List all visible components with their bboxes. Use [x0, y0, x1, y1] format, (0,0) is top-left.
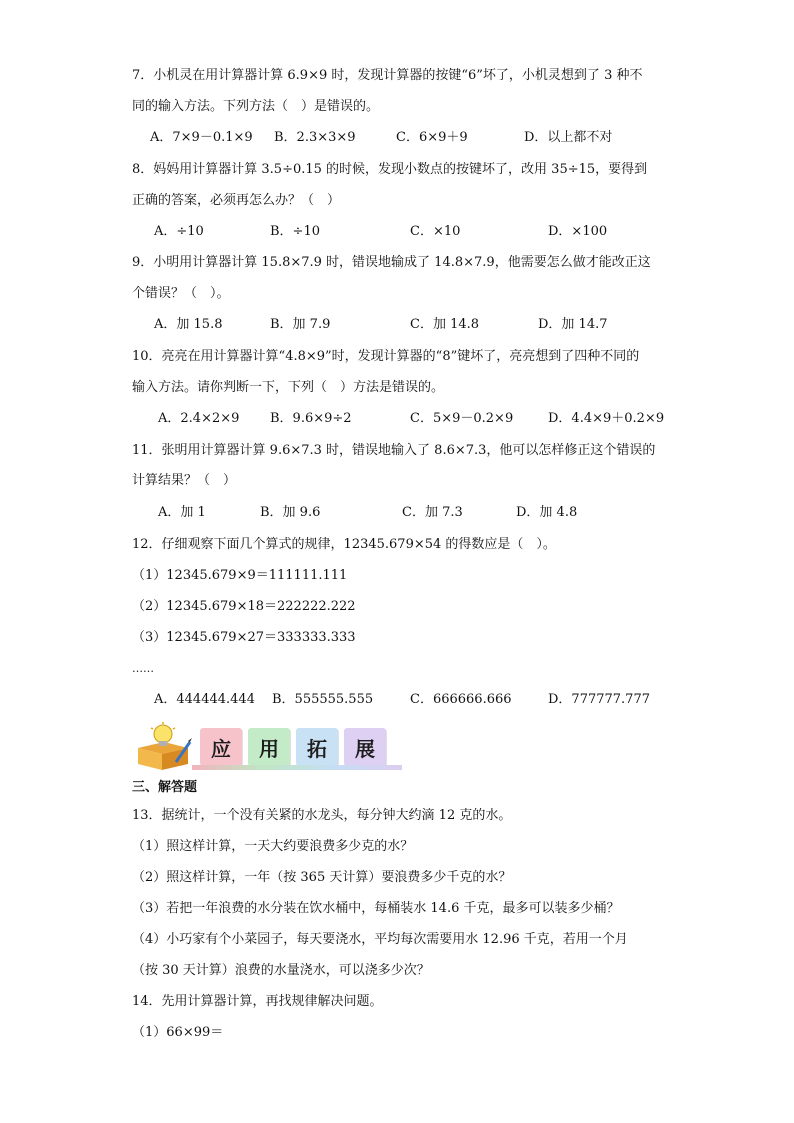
- q10-option-c[interactable]: C．5×9－0.2×9: [410, 411, 514, 426]
- q12-item-1: （1）12345.679×9＝111111.111: [132, 568, 348, 583]
- q8-text-line1: 8．妈妈用计算器计算 3.5÷0.15 的时候，发现小数点的按键坏了，改用 35÷15，要得到: [132, 162, 648, 177]
- q10-text-line2: 输入方法。请你判断一下，下列（ ）方法是错误的。: [132, 380, 445, 395]
- q12-option-c[interactable]: C．666666.666: [410, 692, 512, 707]
- q13-part-3: （3）若把一年浪费的水分装在饮水桶中，每桶装水 14.6 千克，最多可以装多少桶？: [132, 901, 620, 916]
- q11-text-line1: 11．张明用计算器计算 9.6×7.3 时，错误地输入了 8.6×7.3，他可以怎样修正这个错误的: [132, 443, 656, 458]
- q9-option-d[interactable]: D．加 14.7: [538, 317, 608, 332]
- q13-part-1: （1）照这样计算，一天大约要浪费多少克的水？: [132, 839, 414, 854]
- q9-text-line2: 个错误？（ ）。: [132, 286, 230, 301]
- q7-option-c[interactable]: C．6×9＋9: [396, 130, 468, 145]
- q8-option-a[interactable]: A．÷10: [154, 224, 204, 239]
- q13-text-line1: 13．据统计，一个没有关紧的水龙头，每分钟大约滴 12 克的水。: [132, 808, 512, 823]
- banner-tile-1: 应: [200, 728, 242, 766]
- q9-option-b[interactable]: B．加 7.9: [270, 317, 331, 332]
- q13-part-2: （2）照这样计算，一年（按 365 天计算）要浪费多少千克的水？: [132, 870, 512, 885]
- banner-tile-4: 展: [344, 728, 386, 766]
- q9-text-line1: 9．小明用计算器计算 15.8×7.9 时，错误地输成了 14.8×7.9，他需要怎么做才能改正这: [132, 255, 651, 270]
- q10-option-d[interactable]: D．4.4×9＋0.2×9: [548, 411, 665, 426]
- section-banner: [132, 722, 402, 772]
- q13-part-4: （4）小巧家有个小菜园子，每天要浇水，平均每次需要用水 12.96 千克，若用一个月: [132, 932, 628, 947]
- q13-part-4-cont: （按 30 天计算）浪费的水量浇水，可以浇多少次？: [132, 963, 430, 978]
- q11-text-line2: 计算结果？（ ）: [132, 473, 237, 488]
- q8-option-d[interactable]: D．×100: [548, 224, 608, 239]
- q14-part-1: （1）66×99＝: [132, 1025, 224, 1040]
- banner-underline: [192, 765, 402, 770]
- q10-option-b[interactable]: B．9.6×9÷2: [270, 411, 352, 426]
- q7-text-line2: 同的输入方法。下列方法（ ）是错误的。: [132, 99, 380, 114]
- q12-option-b[interactable]: B．555555.555: [272, 692, 374, 707]
- q9-option-c[interactable]: C．加 14.8: [410, 317, 480, 332]
- q12-option-d[interactable]: D．777777.777: [548, 692, 650, 707]
- q10-option-a[interactable]: A．2.4×2×9: [158, 411, 240, 426]
- section-title: 三、解答题: [132, 780, 198, 795]
- q11-option-d[interactable]: D．加 4.8: [516, 505, 578, 520]
- q14-text-line1: 14．先用计算器计算，再找规律解决问题。: [132, 994, 383, 1009]
- q9-option-a[interactable]: A．加 15.8: [154, 317, 223, 332]
- q12-text-line1: 12．仔细观察下面几个算式的规律，12345.679×54 的得数应是（ ）。: [132, 537, 556, 552]
- q11-option-c[interactable]: C．加 7.3: [402, 505, 463, 520]
- q11-option-b[interactable]: B．加 9.6: [260, 505, 321, 520]
- banner-tile-2: 用: [248, 728, 290, 766]
- q7-option-b[interactable]: B．2.3×3×9: [274, 130, 356, 145]
- q8-text-line2: 正确的答案，必须再怎么办？（ ）: [132, 193, 341, 208]
- q12-option-a[interactable]: A．444444.444: [154, 692, 255, 707]
- q7-text-line1: 7．小机灵在用计算器计算 6.9×9 时，发现计算器的按键“6”坏了，小机灵想到了 3 种不: [132, 68, 643, 83]
- q12-item-2: （2）12345.679×18＝222222.222: [132, 599, 356, 614]
- q8-option-b[interactable]: B．÷10: [270, 224, 320, 239]
- banner-tile-3: 拓: [296, 728, 338, 766]
- lightbulb-box-icon: [132, 722, 194, 772]
- q8-option-c[interactable]: C．×10: [410, 224, 461, 239]
- q10-text-line1: 10．亮亮在用计算器计算“4.8×9”时，发现计算器的“8”键坏了，亮亮想到了四种不同的: [132, 349, 640, 364]
- q7-option-d[interactable]: D．以上都不对: [524, 130, 613, 145]
- q12-item-3: （3）12345.679×27＝333333.333: [132, 630, 356, 645]
- q11-option-a[interactable]: A．加 1: [158, 505, 206, 520]
- q7-option-a[interactable]: A．7×9－0.1×9: [150, 130, 253, 145]
- q12-ellipsis: ……: [132, 662, 154, 675]
